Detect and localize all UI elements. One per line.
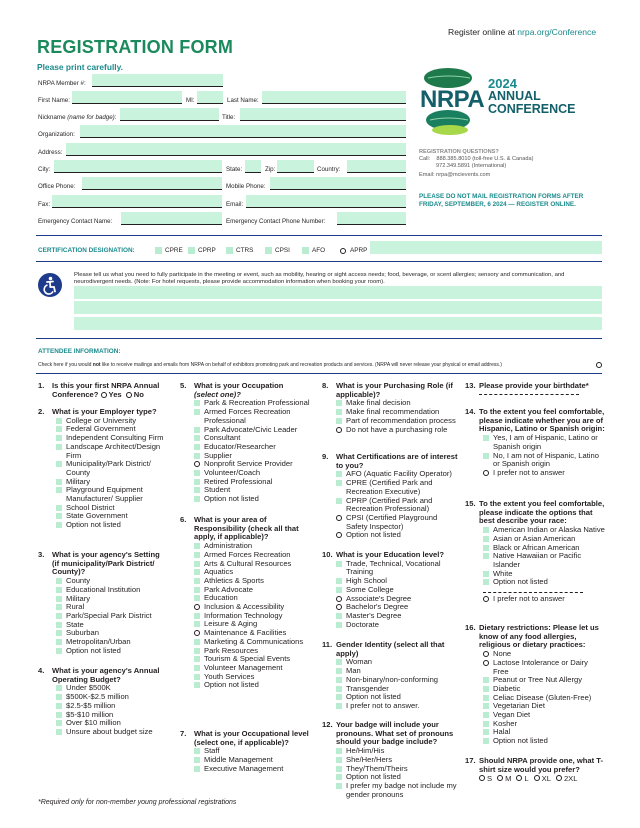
state-field[interactable] (245, 160, 261, 173)
register-online: Register online at nrpa.org/Conference (448, 27, 597, 37)
option[interactable]: Park Advocate/Civic Leader (194, 426, 320, 435)
accessibility-field[interactable] (74, 286, 602, 299)
option[interactable]: CPSI (Certified Playground Safety Inspector) (336, 514, 460, 531)
option[interactable]: $500K-$2.5 million (56, 693, 168, 702)
print-note: Please print carefully. (37, 62, 123, 72)
cert-option[interactable]: CPRE (155, 247, 183, 254)
option[interactable]: Retired Professional (194, 478, 320, 487)
option[interactable]: Master's Degree (336, 612, 460, 621)
option[interactable]: State (56, 621, 168, 630)
option[interactable]: Rural (56, 603, 168, 612)
size-option[interactable]: S (479, 774, 492, 784)
option[interactable]: Make final decision (336, 399, 460, 408)
page-title: REGISTRATION FORM (37, 37, 234, 57)
option[interactable]: Option not listed (483, 578, 605, 587)
option[interactable]: White (483, 570, 605, 579)
cert-option[interactable]: APRP (340, 247, 367, 254)
member-label: NRPA Member #: (38, 80, 86, 87)
registration-questions: REGISTRATION QUESTIONS? Call: 888.385.8010 (toll-free U.S. & Canada) 972.349.5891 (International) Email: nrpa@mcievents.com (419, 149, 534, 178)
option[interactable]: None (483, 650, 605, 659)
conference-logo (420, 64, 602, 138)
emergency-phone-field[interactable] (337, 212, 406, 225)
question-3: 3. What is your agency's Setting (if municipality/Park District/ County)? County Educational Institution Military Rural Park/Special Park District State Suburban Metropolitan/Urban Option not listed (38, 551, 168, 655)
emergency-name-field[interactable] (121, 212, 222, 225)
no-radio[interactable] (126, 392, 132, 398)
option[interactable]: Man (336, 667, 460, 676)
option[interactable]: Administration (194, 542, 320, 551)
option[interactable]: Volunteer/Coach (194, 469, 320, 478)
option[interactable]: Middle Management (194, 756, 320, 765)
size-option[interactable]: XL (534, 774, 551, 784)
option[interactable]: Suburban (56, 629, 168, 638)
option[interactable]: Supplier (194, 452, 320, 461)
race-other-field[interactable] (483, 587, 583, 593)
office-phone-field[interactable] (82, 177, 222, 190)
option[interactable]: Bachelor's Degree (336, 603, 460, 612)
cert-option[interactable]: CPRP (188, 247, 216, 254)
question-17: 17. Should NRPA provide one, what T-shirt size would you prefer? S M L XL 2XL (465, 756, 604, 784)
option[interactable]: Park & Recreation Professional (194, 399, 320, 408)
option[interactable]: Asian or Asian American (483, 535, 605, 544)
nickname-label: Nickname (name for badge): (38, 114, 117, 121)
question-14: 14. To the extent you feel comfortable, please indicate whether you are of Hispanic, Latino or Spanish origin: Yes, I am of Hispanic, Latino or Spanish origin No, I am not of Hispanic, Latino or Spanish origin I prefer not to answer (465, 407, 605, 477)
option[interactable]: Do not have a purchasing role (336, 426, 460, 435)
cert-other-field[interactable] (370, 241, 602, 254)
option[interactable]: American Indian or Alaska Native (483, 526, 605, 535)
question-6: 6. What is your area of Responsibility (check all that apply, if applicable)? Administration Armed Forces Recreation Arts & Cultural Resources Aquatics Athletics & Sports Park Advocate Education Inclusion & Accessibility Information Technology Leisure & Aging Maintenance & Facilities Marketing & Communications Park Resources Tourism & Special Events Volunteer Management Youth Services Option not listed (180, 516, 320, 690)
option[interactable]: Vegan Diet (483, 711, 605, 720)
option[interactable]: Peanut or Tree Nut Allergy (483, 676, 605, 685)
option[interactable]: Educator/Researcher (194, 443, 320, 452)
question-1: 1. Is this your first NRPA Annual Conference? Yes No (38, 381, 160, 399)
option[interactable]: Municipality/Park District/ County (56, 460, 168, 477)
address-label: Address: (38, 149, 63, 156)
option[interactable]: Education (194, 594, 320, 603)
title-field[interactable] (240, 108, 406, 121)
option[interactable]: High School (336, 577, 460, 586)
option[interactable]: Park Resources (194, 647, 320, 656)
opt-out-note: Check here if you would not like to receive mailings and emails from NRPA on behalf of exhibitors promoting park and recreation products and services. (NRPA will never release your physical or email address.) (38, 362, 502, 368)
option[interactable]: Consultant (194, 434, 320, 443)
nickname-field[interactable] (120, 108, 219, 121)
email-label: Email: (226, 201, 244, 208)
attendee-title: ATTENDEE INFORMATION: (38, 348, 121, 355)
option[interactable]: Part of recommendation process (336, 417, 460, 426)
option[interactable]: No, I am not of Hispanic, Latino or Spanish origin (483, 452, 605, 469)
size-option[interactable]: M (497, 774, 511, 784)
option[interactable]: Option not listed (483, 737, 605, 746)
option[interactable]: Under $500K (56, 684, 168, 693)
question-13: 13. Please provide your birthdate* (465, 382, 605, 395)
question-12: 12. Your badge will include your pronouns. What set of pronouns should your badge include? He/Him/His She/Her/Hers They/Them/Theirs Option not listed I prefer my badge not include my gender pronouns (322, 721, 460, 799)
last-name-label: Last Name: (227, 97, 259, 104)
country-field[interactable] (347, 160, 406, 173)
size-option[interactable]: L (516, 774, 528, 784)
question-10: 10. What is your Education level? Trade, Technical, Vocational Training High School Some College Associate's Degree Bachelor's Degree Master's Degree Doctorate (322, 551, 460, 629)
question-7: 7. What is your Occupational level (select one, if applicable)? Staff Middle Management Executive Management (180, 730, 320, 774)
cert-option[interactable]: AFO (302, 247, 325, 254)
birthdate-field[interactable] (479, 392, 579, 395)
accessibility-field[interactable] (74, 301, 602, 314)
option[interactable]: Vegetarian Diet (483, 702, 605, 711)
footnote: *Required only for non-member young professional registrations (38, 799, 237, 806)
tshirt-sizes (479, 774, 605, 784)
title-label: Title: (222, 114, 236, 121)
option[interactable]: Halal (483, 728, 605, 737)
option[interactable]: Black or African American (483, 544, 605, 553)
option[interactable]: Educational Institution (56, 586, 168, 595)
option[interactable]: Nonprofit Service Provider (194, 460, 320, 469)
option[interactable]: Landscape Architect/Design Firm (56, 443, 168, 460)
office-phone-label: Office Phone: (38, 183, 76, 190)
last-name-field[interactable] (262, 91, 406, 104)
option[interactable]: I prefer my badge not include my gender pronouns (336, 782, 460, 799)
divider (36, 373, 602, 374)
option[interactable]: Student (194, 486, 320, 495)
option[interactable]: Option not listed (336, 693, 460, 702)
option[interactable]: They/Them/Theirs (336, 765, 460, 774)
emergency-name-label: Emergency Contact Name: (38, 218, 113, 225)
accessibility-field[interactable] (74, 317, 602, 330)
mobile-phone-field[interactable] (270, 177, 406, 190)
option[interactable]: Military (56, 478, 168, 487)
question-16: 16. Dietary restrictions: Please let us know of any food allergies, religious or dietary practices: None Lactose Intolerance or Dairy Free Peanut or Tree Nut Allergy Diabetic Celiac Disease (Gluten-Free) Vegetarian Diet Vegan Diet Kosher Halal Option not listed (465, 624, 605, 746)
option[interactable]: State Government (56, 512, 168, 521)
logo-annual: ANNUAL (488, 89, 541, 103)
option[interactable]: Leisure & Aging (194, 620, 320, 629)
option[interactable]: Armed Forces Recreation (194, 551, 320, 560)
member-field[interactable] (92, 74, 223, 87)
option[interactable]: $5-$10 million (56, 711, 168, 720)
option[interactable]: Woman (336, 658, 460, 667)
option[interactable]: Associate's Degree (336, 595, 460, 604)
option[interactable]: Youth Services (194, 673, 320, 682)
question-8: 8. What is your Purchasing Role (if applicable)? Make final decision Make final recommendation Part of recommendation process Do not have a purchasing role (322, 382, 460, 434)
size-option[interactable]: 2XL (556, 774, 578, 784)
accessibility-note: Please tell us what you need to fully participate in the meeting or event, such as mobility, hearing or sight access needs; food, beverage, or scent allergies; sensory and communication, and neurodivergent needs. (Note: For hotel requests, please provide accommodation information when booking your room). (74, 272, 565, 285)
option[interactable]: $2.5-$5 million (56, 702, 168, 711)
option[interactable]: AFO (Aquatic Facility Operator) (336, 470, 460, 479)
fax-label: Fax: (38, 201, 51, 208)
option[interactable]: Armed Forces Recreation Professional (194, 408, 320, 425)
option[interactable]: Park Advocate (194, 586, 320, 595)
option[interactable]: Federal Government (56, 425, 168, 434)
option[interactable]: Native Hawaiian or Pacific Islander (483, 552, 605, 569)
option[interactable]: She/Her/Hers (336, 756, 460, 765)
cert-option[interactable]: CTRS (226, 247, 253, 254)
divider (36, 261, 602, 262)
option[interactable]: Trade, Technical, Vocational Training (336, 560, 460, 577)
city-label: City: (38, 166, 51, 173)
option[interactable]: CPRE (Certified Park and Recreation Executive) (336, 479, 460, 496)
country-label: Country: (317, 166, 341, 173)
opt-out-radio[interactable] (596, 362, 602, 368)
mobile-phone-label: Mobile Phone: (226, 183, 266, 190)
divider (36, 338, 602, 339)
option[interactable]: Diabetic (483, 685, 605, 694)
option[interactable]: Over $10 million (56, 719, 168, 728)
option[interactable]: Athletics & Sports (194, 577, 320, 586)
option[interactable]: I prefer not to answer (483, 469, 605, 478)
emergency-phone-label: Emergency Contact Phone Number: (226, 218, 326, 225)
option[interactable]: I prefer not to answer. (336, 702, 460, 711)
organization-field[interactable] (80, 125, 406, 138)
option[interactable]: Doctorate (336, 621, 460, 630)
zip-label: Zip: (265, 166, 276, 173)
option[interactable]: Option not listed (194, 681, 320, 690)
question-11: 11. Gender Identity (select all that apply) Woman Man Non-binary/non-conforming Transgender Option not listed I prefer not to answer. (322, 641, 460, 711)
option[interactable]: Unsure about budget size (56, 728, 168, 737)
option[interactable]: CPRP (Certified Park and Recreation Professional) (336, 497, 460, 514)
zip-field[interactable] (277, 160, 314, 173)
option[interactable]: Option not listed (194, 495, 320, 504)
option[interactable]: Independent Consulting Firm (56, 434, 168, 443)
option[interactable]: Non-binary/non-conforming (336, 676, 460, 685)
option[interactable]: Transgender (336, 685, 460, 694)
option[interactable]: Some College (336, 586, 460, 595)
question-5: 5. What is your Occupation (select one)? Park & Recreation Professional Armed Forces Recreation Professional Park Advocate/Civic Leader Consultant Educator/Researcher Supplier Nonprofit Service Provider Volunteer/Coach Retired Professional Student Option not listed (180, 382, 320, 504)
cert-option[interactable]: CPSI (265, 247, 290, 254)
city-field[interactable] (54, 160, 222, 173)
first-name-label: First Name: (38, 97, 70, 104)
logo-year: 2024 (488, 76, 517, 91)
mi-label: MI: (186, 97, 195, 104)
question-2: 2. What is your Employer type? College or University Federal Government Independent Consulting Firm Landscape Architect/Design Firm Municipality/Park District/ County Military Playground Equipment Manufacturer/ Supplier School District State Government Option not listed (38, 408, 168, 530)
option[interactable]: Make final recommendation (336, 408, 460, 417)
question-4: 4. What is your agency's Annual Operating Budget? Under $500K $500K-$2.5 million $2.5-$5 million $5-$10 million Over $10 million Unsure about budget size (38, 667, 168, 737)
mi-field[interactable] (197, 91, 223, 104)
option[interactable]: He/Him/His (336, 747, 460, 756)
accessibility-icon (38, 273, 62, 297)
question-9: 9. What Certifications are of interest to you? AFO (Aquatic Facility Operator) CPRE (Certified Park and Recreation Executive) CPRP (Certified Park and Recreation Professional) CPSI (Certified Playground Safety Inspector) Option not listed (322, 453, 460, 540)
option[interactable]: Marketing & Communications (194, 638, 320, 647)
option[interactable]: Tourism & Special Events (194, 655, 320, 664)
question-15: 15. To the extent you feel comfortable, please indicate the options that best describe your race: American Indian or Alaska Native Asian or Asian American Black or African American Native Hawaiian or Pacific Islander White Option not listed I prefer not to answer (465, 499, 605, 604)
first-name-field[interactable] (72, 91, 182, 104)
option[interactable]: Volunteer Management (194, 664, 320, 673)
option[interactable]: Staff (194, 747, 320, 756)
option[interactable]: Inclusion & Accessibility (194, 603, 320, 612)
option[interactable]: Lactose Intolerance or Dairy Free (483, 659, 605, 676)
option[interactable]: Metropolitan/Urban (56, 638, 168, 647)
option[interactable]: Celiac Disease (Gluten-Free) (483, 694, 605, 703)
option[interactable]: Option not listed (56, 521, 168, 530)
option[interactable]: Playground Equipment Manufacturer/ Supplier (56, 486, 168, 503)
divider (36, 235, 602, 236)
option[interactable]: County (56, 577, 168, 586)
option[interactable]: I prefer not to answer (483, 595, 605, 604)
yes-radio[interactable] (101, 392, 107, 398)
fax-field[interactable] (52, 195, 222, 208)
state-label: State: (226, 166, 243, 173)
cert-label: CERTIFICATION DESIGNATION: (38, 247, 135, 254)
organization-label: Organization: (38, 131, 75, 138)
option[interactable]: Military (56, 595, 168, 604)
option[interactable]: College or University (56, 417, 168, 426)
option[interactable]: Information Technology (194, 612, 320, 621)
logo-brand: NRPA (420, 86, 485, 113)
register-link[interactable]: nrpa.org/Conference (517, 27, 597, 37)
option[interactable]: Arts & Cultural Resources (194, 560, 320, 569)
logo-conference: CONFERENCE (488, 102, 576, 116)
address-field[interactable] (66, 143, 406, 156)
option[interactable]: Option not listed (336, 773, 460, 782)
option[interactable]: Aquatics (194, 568, 320, 577)
option[interactable]: Maintenance & Facilities (194, 629, 320, 638)
option[interactable]: Kosher (483, 720, 605, 729)
option[interactable]: Option not listed (56, 647, 168, 656)
mail-notice: PLEASE DO NOT MAIL REGISTRATION FORMS AFTER FRIDAY, SEPTEMBER, 6 2024 — REGISTER ONLINE. (419, 193, 584, 208)
option[interactable]: Park/Special Park District (56, 612, 168, 621)
option[interactable]: Yes, I am of Hispanic, Latino or Spanish origin (483, 434, 605, 451)
option[interactable]: Executive Management (194, 765, 320, 774)
option[interactable]: School District (56, 504, 168, 513)
option[interactable]: Option not listed (336, 531, 460, 540)
email-field[interactable] (246, 195, 406, 208)
